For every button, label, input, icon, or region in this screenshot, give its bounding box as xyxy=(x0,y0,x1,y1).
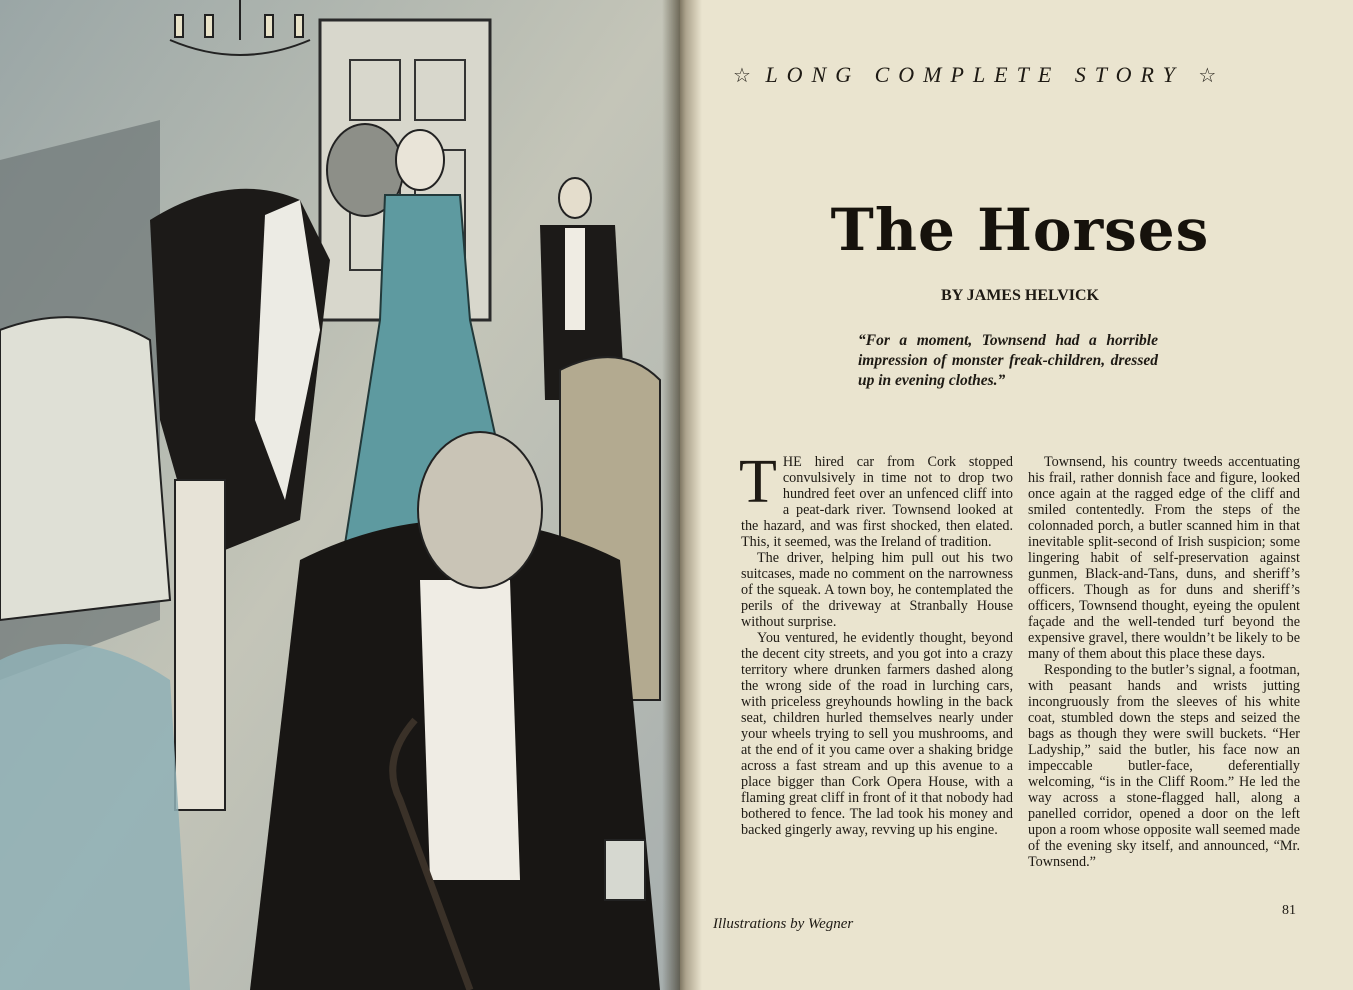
section-banner xyxy=(733,62,1303,88)
paragraph: Townsend, his country tweeds accentuating his frail, rather donnish face and figure, looked once again at the ragged edge of the cliff and smiled contentedly. From the steps of the colonnaded porch, a butler scanned him in that inevitable split-second of Irish suspicion; some lingering habit of self-preservation against gunmen, Black-and-Tans, duns, and sheriff’s officers. Though as for duns and sheriff’s officers, Townsend thought, eyeing the opulent façade and the well-tended turf beyond the expensive gravel, there wouldn’t be likely to be many of them about this place these days. xyxy=(1028,454,1300,662)
text-column-left xyxy=(739,448,1013,838)
banner-text: LONG COMPLETE STORY xyxy=(765,62,1184,87)
byline: BY JAMES HELVICK xyxy=(941,287,1099,304)
star-icon: ☆ xyxy=(1198,65,1217,87)
paragraph xyxy=(739,448,1013,550)
text-column-right xyxy=(1028,454,1300,870)
page-number: 81 xyxy=(1282,903,1296,918)
paragraph-text: HE hired car from Cork stopped convulsively in time not to drop two hundred feet over an unfenced cliff into a peat-dark river. Townsend looked at the hazard, and was first shocked, then elated. This, it seemed, was the Ireland of tradition. xyxy=(741,454,1013,550)
paragraph: Responding to the butler’s signal, a footman, with peasant hands and wrists jutting incongruously from the sleeves of his white coat, stumbled down the steps and seized the bags as though they were swill buckets. “Her Ladyship,” said the butler, his face now an impeccable butler-face, deferentially welcoming, “is in the Cliff Room.” He led the way across a stone-flagged hall, along a panelled corridor, opened a door on the left upon a room whose opposite wall seemed made of the evening sky itself, and announced, “Mr. Townsend.” xyxy=(1028,662,1300,870)
story-title: The Horses xyxy=(830,196,1210,264)
pull-quote: “For a moment, Townsend had a horrible impression of monster freak-children, dressed up in evening clothes.” xyxy=(858,332,1158,389)
paragraph: The driver, helping him pull out his two suitcases, made no comment on the narrowness of the squeak. A town boy, he contemplated the perils of the driveway at Stranbally House without surprise. xyxy=(741,550,1013,630)
star-icon: ☆ xyxy=(733,65,751,87)
illustration-credit: Illustrations by Wegner xyxy=(713,916,854,932)
paragraph: You ventured, he evidently thought, beyond the decent city streets, and you got into a crazy territory where drunken farmers dashed along the wrong side of the road in lurching cars, with priceless greyhounds howling in the back seat, children hurled themselves nearly under your wheels trying to sell you mushrooms, and at the end of it you came over a shaking bridge across a fast stream and up this avenue to a place bigger than Cork Opera House, with a flaming great cliff in front of it that nobody had bothered to fence. The lad took his money and backed gingerly away, revving up his engine. xyxy=(741,630,1013,838)
gutter-shadow xyxy=(662,0,702,990)
drop-cap: T xyxy=(739,448,777,516)
